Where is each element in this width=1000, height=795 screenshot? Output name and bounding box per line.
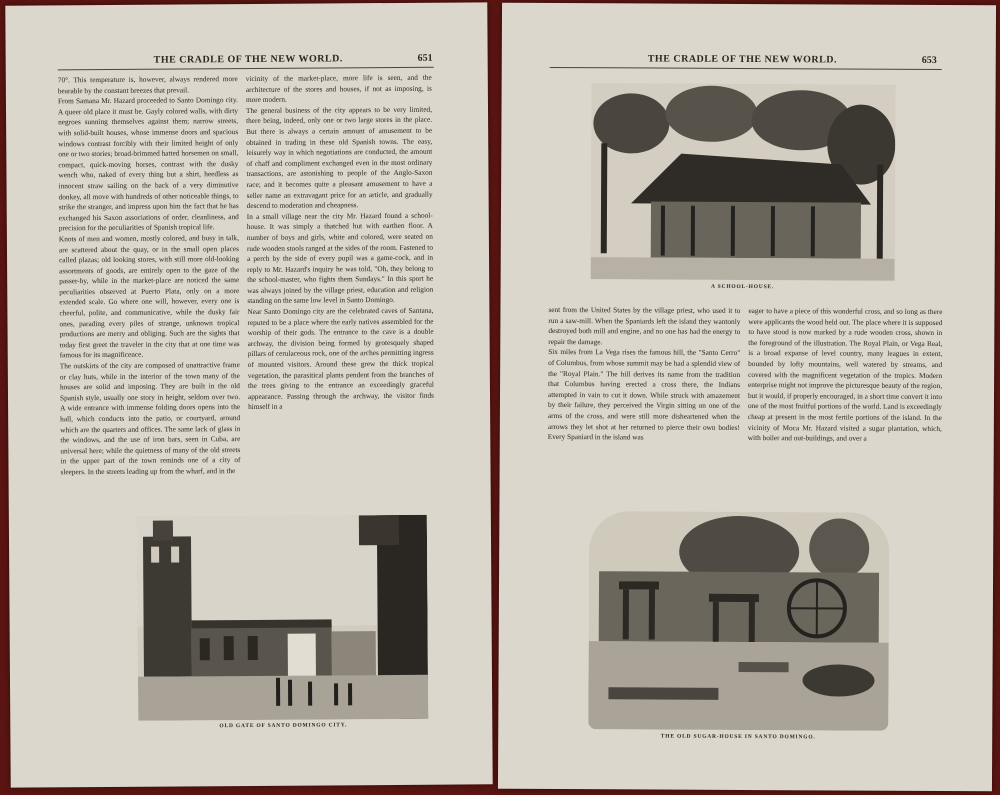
header-rule <box>550 67 942 70</box>
running-head: THE CRADLE OF THE NEW WORLD. <box>647 53 838 66</box>
sugar-house-illustration <box>588 511 889 731</box>
header-rule <box>58 67 434 71</box>
bottom-illustration-caption: THE OLD SUGAR-HOUSE IN SANTO DOMINGO. <box>660 733 816 741</box>
text-column-2: eager to have a piece of this wonderful cross, and so long as there were applicants the wood held out. The place where it is supposed to have stood is now marked by a rude wooden cross, shown in the foreground of the illustration. The Royal Plain, or Vega Real, is a broad expanse of level country, many leagues in extent, bounded by lofty mountains, well watered by streams, and covered with the magnificent vegetation of the tropics. Modern enterprise might not improve the picturesque beauty of the region, but it would, if properly encouraged, in a short time convert it into one of the most fruitful portions of the world. Land is exceedingly cheap at present in the most fertile portions of the island. In the vicinity of Moca Mr. Hazard visited a sugar plantation, which, with boiler and out-buildings, and over a <box>747 306 943 443</box>
top-illustration-caption: A SCHOOL-HOUSE. <box>711 283 775 291</box>
text-column-2: vicinity of the market-place, more life is seen, and the architecture of the stores and houses, if not as imposing, is more modern. The general business of the city appears to be very limited, there being, indeed, only one or two large stores in the place. But there is always a certain amount of amusement to be obtained in trading in these old Spanish towns. The easy, leisurely way in which negotiations are conducted, the amount of chaff and compliment exchanged even in the most ordinary transactions, are astonishing to people of the Anglo-Saxon race; and it becomes quite a pleasant amusement to have a seller name an extravagant price for an article, and gradually descend to moderation and cheapness. In a small village near the city Mr. Hazard found a school-house. It was simply a thatched hut with earthen floor. A number of boys and girls, white and colored, were seated on rude wooden stools ranged at the sides of the room. Fastened to a perch by the side of every pupil was a game-cock, and in reply to Mr. Hazard's inquiry he was told, "Oh, they belong to the school-master, who fights them Sundays." In this sport he was always joined by the village priest, education and religion standing on the same low level in Santo Domingo. Near Santo Domingo city are the celebrated caves of Santana, reputed to be a place where the early natives assembled for the worship of their gods. The entrance to the cave is a double archway, the division being formed by grotesquely shaped pillars of cerulaceous rock, one of the arches permitting ingress of mounted visitors. Around these grew the thick tropical vegetation, the parasitical plants pendent from the branches of the trees giving to the entrance an exceedingly graceful appearance. Passing through the archway, the visitor finds himself in a <box>245 72 435 412</box>
right-page <box>498 3 996 792</box>
illustration-caption: OLD GATE OF SANTO DOMINGO CITY. <box>219 722 348 730</box>
old-gate-illustration <box>137 515 428 721</box>
text-column-1: 70°. This temperature is, however, always rendered more bearable by the constant breezes that prevail. From Samana Mr. Hazard proceeded to Santo Domingo city. A queer old place it must be. Gayly colored walls, with dirty negroes sunning themselves against them; narrow streets, with solid-built houses, whose immense doors and spacious windows contrast forcibly with their limited height of only one or two stories; broad-brimmed hatted horsemen on small, compact, quick-moving horses, contrast with the dusky wench who, naked of every thing but a shirt, heedless as innocent straw sailing on the back of a very diminutive donkey, all move with hundreds of other noticeable things, to strike the stranger, and impress upon him the fact that he has exchanged his Saxon associations of order, cleanliness, and precision for the peculiarities of Spanish tropical life. Knots of men and women, mostly colored, and busy in talk, are scattered about the quay, or in the small open places called plazas; old looking stores, with still more old-looking assortments of goods, are entirely open to the gaze of the passer-by, while in the market-place are noticed the same peculiarities observed at Puerto Plata, only on a more extended scale. Go where one will, however, every one is cheerful, polite, and communicative, while the dusky fair ones, parading every piles of strange, unknown tropical productions are merry and obliging. Such are the sights that today first greet the traveler in the city that at one time was famous for its magnificence. The outskirts of the city are composed of unattractive frame or clay huts, while in the interior of the town many of the houses are solid and imposing. They are built in the old Spanish style, usually one story in height, seldom over two. A wide entrance with immense folding doors opens into the hall, which conducts into the patio, or courtyard, around which are the quarters and offices. The same lack of glass in the windows, and the use of iron bars, seen in Cuba, are universal here; while the quietness of many of the old streets in the upper part of the town reminds one of a city of sleepers. In the streets leading up from the wharf, and in the <box>57 74 241 477</box>
text-column-1: sent from the United States by the village priest, who used it to run a saw-mill. When the Spaniards left the island they wantonly destroyed both mill and engine, and no one has had the energy to repair the damage. Six miles from La Vega rises the famous hill, the "Santo Cerro" of Columbus, from whose summit may be had a splendid view of the "Royal Plain." The hill derives its name from the tradition that Columbus having erected a cross there, the Indians attempted in vain to cut it down. While struck with amazement by their failure, they perceived the Virgin sitting on one of the arms of the cross, and were still more disheartened when the arrows they let shot at her returned to pierce their own bodies! Every Spaniard in the island was <box>547 304 741 442</box>
left-page <box>5 2 492 787</box>
school-house-illustration <box>591 83 896 281</box>
page-number: 653 <box>921 54 937 66</box>
running-head: THE CRADLE OF THE NEW WORLD. <box>153 53 343 66</box>
text-column-1-wrap <box>61 517 134 727</box>
page-number: 651 <box>417 52 433 64</box>
